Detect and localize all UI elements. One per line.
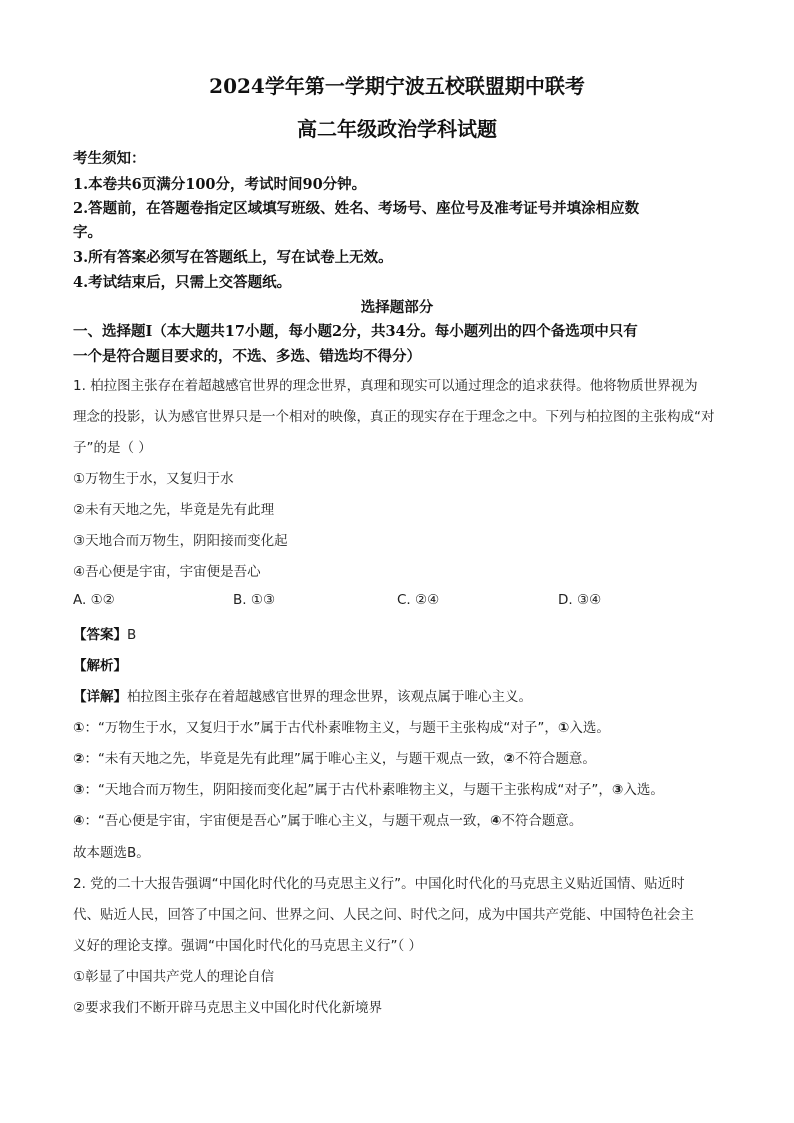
exam-title: 2024学年第一学期宁波五校联盟期中联考 bbox=[209, 74, 585, 98]
answer-tag: 【答案】 bbox=[73, 627, 127, 643]
answer-value: B bbox=[127, 627, 137, 643]
q1-stem: 子”的是（ ） bbox=[73, 440, 152, 456]
q1-explanation: ③：“天地合而万物生，阴阳接而变化起”属于古代朴素唯物主义，与题干主张构成“对子”，③入选。 bbox=[73, 782, 664, 798]
section-heading: 选择题部分 bbox=[360, 299, 434, 316]
q1-option-a: A. ①② bbox=[73, 592, 115, 608]
exam-subtitle: 高二年级政治学科试题 bbox=[297, 117, 497, 141]
notice-item: 字。 bbox=[73, 224, 102, 241]
q1-statement: ①万物生于水，又复归于水 bbox=[73, 471, 234, 487]
q1-explanation: ②：“未有天地之先，毕竟是先有此理”属于唯心主义，与题干观点一致，②不符合题意。 bbox=[73, 751, 596, 767]
analysis-tag: 【解析】 bbox=[73, 658, 127, 674]
section-instruction: 一、选择题Ⅰ（本大题共17小题，每小题2分，共34分。每小题列出的四个备选项中只有 bbox=[73, 323, 638, 340]
q1-detail bbox=[73, 685, 532, 705]
q1-statement: ③天地合而万物生，阴阳接而变化起 bbox=[73, 533, 288, 549]
q1-option-b: B. ①③ bbox=[233, 592, 276, 608]
notice-item: 4.考试结束后，只需上交答题纸。 bbox=[73, 274, 292, 291]
section-instruction: 一个是符合题目要求的，不选、多选、错选均不得分） bbox=[73, 348, 421, 365]
q2-statement: ①彰显了中国共产党人的理论自信 bbox=[73, 969, 275, 985]
q1-option-c: C. ②④ bbox=[397, 592, 440, 608]
q2-stem: 2. 党的二十大报告强调“中国化时代化的马克思主义行”。中国化时代化的马克思主义贴近国情、贴近时 bbox=[73, 876, 685, 892]
q1-stem: 1. 柏拉图主张存在着超越感官世界的理念世界，真理和现实可以通过理念的追求获得。他将物质世界视为 bbox=[73, 378, 698, 394]
notice-item: 3.所有答案必须写在答题纸上，写在试卷上无效。 bbox=[73, 249, 393, 266]
q1-analysis bbox=[73, 654, 127, 674]
q1-explanation: ①：“万物生于水，又复归于水”属于古代朴素唯物主义，与题干主张构成“对子”，①入选。 bbox=[73, 720, 610, 736]
q1-statement: ④吾心便是宇宙，宇宙便是吾心 bbox=[73, 564, 261, 580]
q2-stem: 义好的理论支撑。强调“中国化时代化的马克思主义行”（ ） bbox=[73, 938, 423, 954]
notice-item: 1.本卷共6页满分100分，考试时间90分钟。 bbox=[73, 176, 367, 193]
q1-conclusion: 故本题选B。 bbox=[73, 845, 150, 861]
q1-statement: ②未有天地之先，毕竟是先有此理 bbox=[73, 502, 275, 518]
q1-option-d: D. ③④ bbox=[558, 592, 602, 608]
q1-answer bbox=[73, 623, 136, 643]
notice-heading: 考生须知： bbox=[73, 150, 146, 167]
detail-tag: 【详解】 bbox=[73, 689, 127, 705]
q2-stem: 代、贴近人民，回答了中国之问、世界之问、人民之问、时代之问，成为中国共产党能、中国特色社会主 bbox=[73, 907, 694, 923]
notice-item: 2.答题前，在答题卷指定区域填写班级、姓名、考场号、座位号及准考证号并填涂相应数 bbox=[73, 200, 640, 217]
q1-explanation: ④：“吾心便是宇宙，宇宙便是吾心”属于唯心主义，与题干观点一致，④不符合题意。 bbox=[73, 813, 583, 829]
q1-stem: 理念的投影，认为感官世界只是一个相对的映像，真正的现实存在于理念之中。下列与柏拉图的主张构成“对 bbox=[73, 409, 715, 425]
q2-statement: ②要求我们不断开辟马克思主义中国化时代化新境界 bbox=[73, 1000, 383, 1016]
detail-text: 柏拉图主张存在着超越感官世界的理念世界，该观点属于唯心主义。 bbox=[127, 689, 532, 705]
